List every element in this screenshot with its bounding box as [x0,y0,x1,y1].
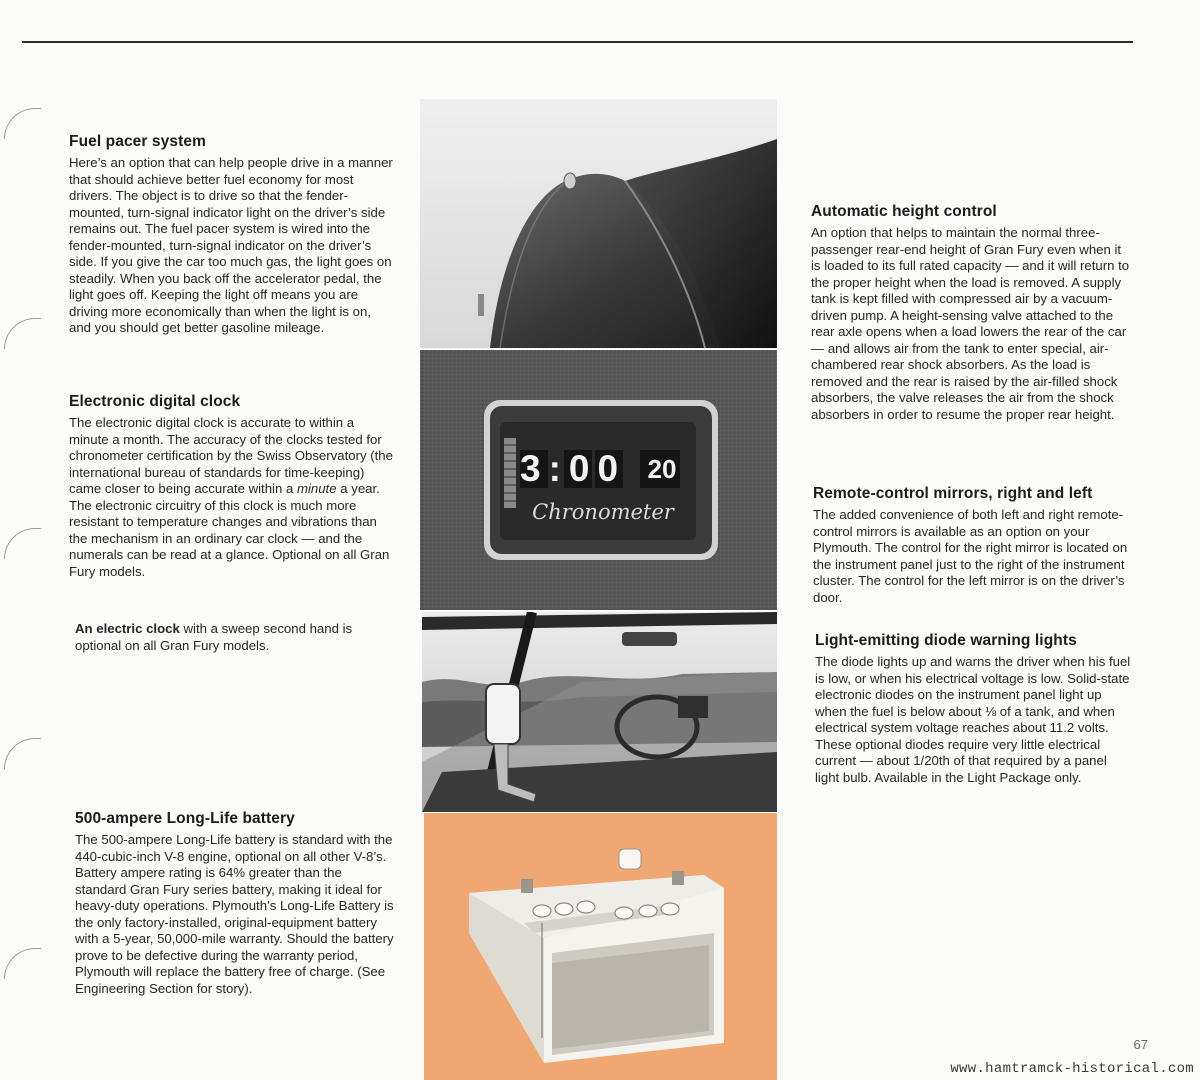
section-title: Fuel pacer system [69,133,206,150]
body-text: The electronic digital clock is accurate to within a minute a month. The accuracy of the clocks tested for chronometer certification by the Swiss Observatory (the international bureau of standards for time-keeping) came closer to being accurate within a [69,415,393,496]
watermark[interactable]: www.hamtramck-historical.com [950,1061,1194,1077]
clock-time: 3:00 [520,448,627,489]
section-title: 500-ampere Long-Life battery [75,810,295,827]
photo-fender-indicator [420,99,777,348]
section-battery [75,810,395,997]
margin-punch-arc [4,948,41,979]
section-body: The diode lights up and warns the driver when his fuel is low, or when his electrical voltage is low. Solid-state electronic diodes on the instrument panel light up when the fuel is below about ⅛ of a tank, and when electrical system voltage reaches about 11.2 volts. These optional diodes require very little electrical current — about 1/20th of that required by a panel light bulb. Available in the Light Package only. [815,654,1131,785]
section-fuel-pacer [69,133,393,337]
section-body: An option that helps to maintain the normal three-passenger rear-end height of Gran Fury even when it is loaded to its full rated capacity — and it will return to the proper height when the load is removed. A supply tank is kept filled with compressed air by a vacuum-driven pump. A height-sensing valve attached to the rear axle opens when a load lowers the rear of the car — and allows air from the tank to enter special, air-chambered rear shock absorbers. As the load is removed and the rear is raised by the air-filled shock absorbers, the valve releases the air from the shock absorbers in order to resume the proper rear height. [811,225,1130,422]
section-title: Light-emitting diode warning lights [815,632,1077,649]
section-body: The 500-ampere Long-Life battery is standard with the 440-cubic-inch V-8 engine, optional on all other V-8’s. Battery ampere rating is 64% greater than the standard Gran Fury series battery, making it ideal for heavy-duty operations. Plymouth’s Long-Life Battery is the only factory-installed, original-equipment battery with a 5-year, 50,000-mile warranty. Should the battery prove to be defective during the warranty period, Plymouth will replace the battery free of charge. (See Engineering Section for story). [75,832,394,996]
body-text: with a sweep second hand is optional on all Gran Fury models. [75,621,353,653]
section-body: Here’s an option that can help people drive in a manner that should achieve better fuel economy for most drivers. The object is to drive so that the fender-mounted, turn-signal indicator light on the driver’s side remains out. The fuel pacer system is wired into the fender-mounted, turn-signal indicator on the driver’s side. If you give the car too much gas, the light goes on steadily. When you back off the accelerator pedal, the light goes off. Keeping the light off means you are driving more economically than when the light is on, and you should get better gasoline mileage. [69,155,393,335]
lead-bold: An electric clock [75,621,180,636]
mirror-illustration [422,612,777,812]
clock-brand: Chronometer [532,500,674,524]
section-title: Remote-control mirrors, right and left [813,485,1093,502]
margin-punch-arc [4,738,41,769]
photo-remote-mirror [422,612,777,812]
margin-punch-arc [4,318,41,349]
section-title: Electronic digital clock [69,393,241,410]
section-body: The added convenience of both left and right remote-control mirrors is available as an option on your Plymouth. The control for the right mirror is located on the instrument panel just to the right of the instrument cluster. The control for the left mirror is on the driver’s door. [813,507,1128,605]
clock-seconds: 20 [647,454,677,484]
section-led-lights [815,632,1133,786]
body-emphasis: minute [296,481,337,496]
section-digital-clock [69,393,393,580]
section-title: Automatic height control [811,203,997,220]
section-height-control [811,203,1133,423]
margin-punch-arc [4,528,41,559]
section-electric-clock [75,621,393,654]
photo-digital-clock [420,350,777,610]
margin-punch-arc [4,108,41,139]
battery-illustration [424,813,777,1080]
header-rule [22,41,1133,43]
fender-illustration [420,99,777,348]
section-body [75,621,393,654]
page-number: 67 [1133,1037,1148,1052]
section-mirrors [813,485,1133,606]
photo-battery [424,813,777,1080]
body-text: a year. The electronic circuitry of this clock is much more resistant to temperature changes and vibrations than the mechanism in an ordinary car clock — and the numerals can be read at a glance. Optional on all Gran Fury models. [69,481,390,579]
section-body [69,415,393,580]
